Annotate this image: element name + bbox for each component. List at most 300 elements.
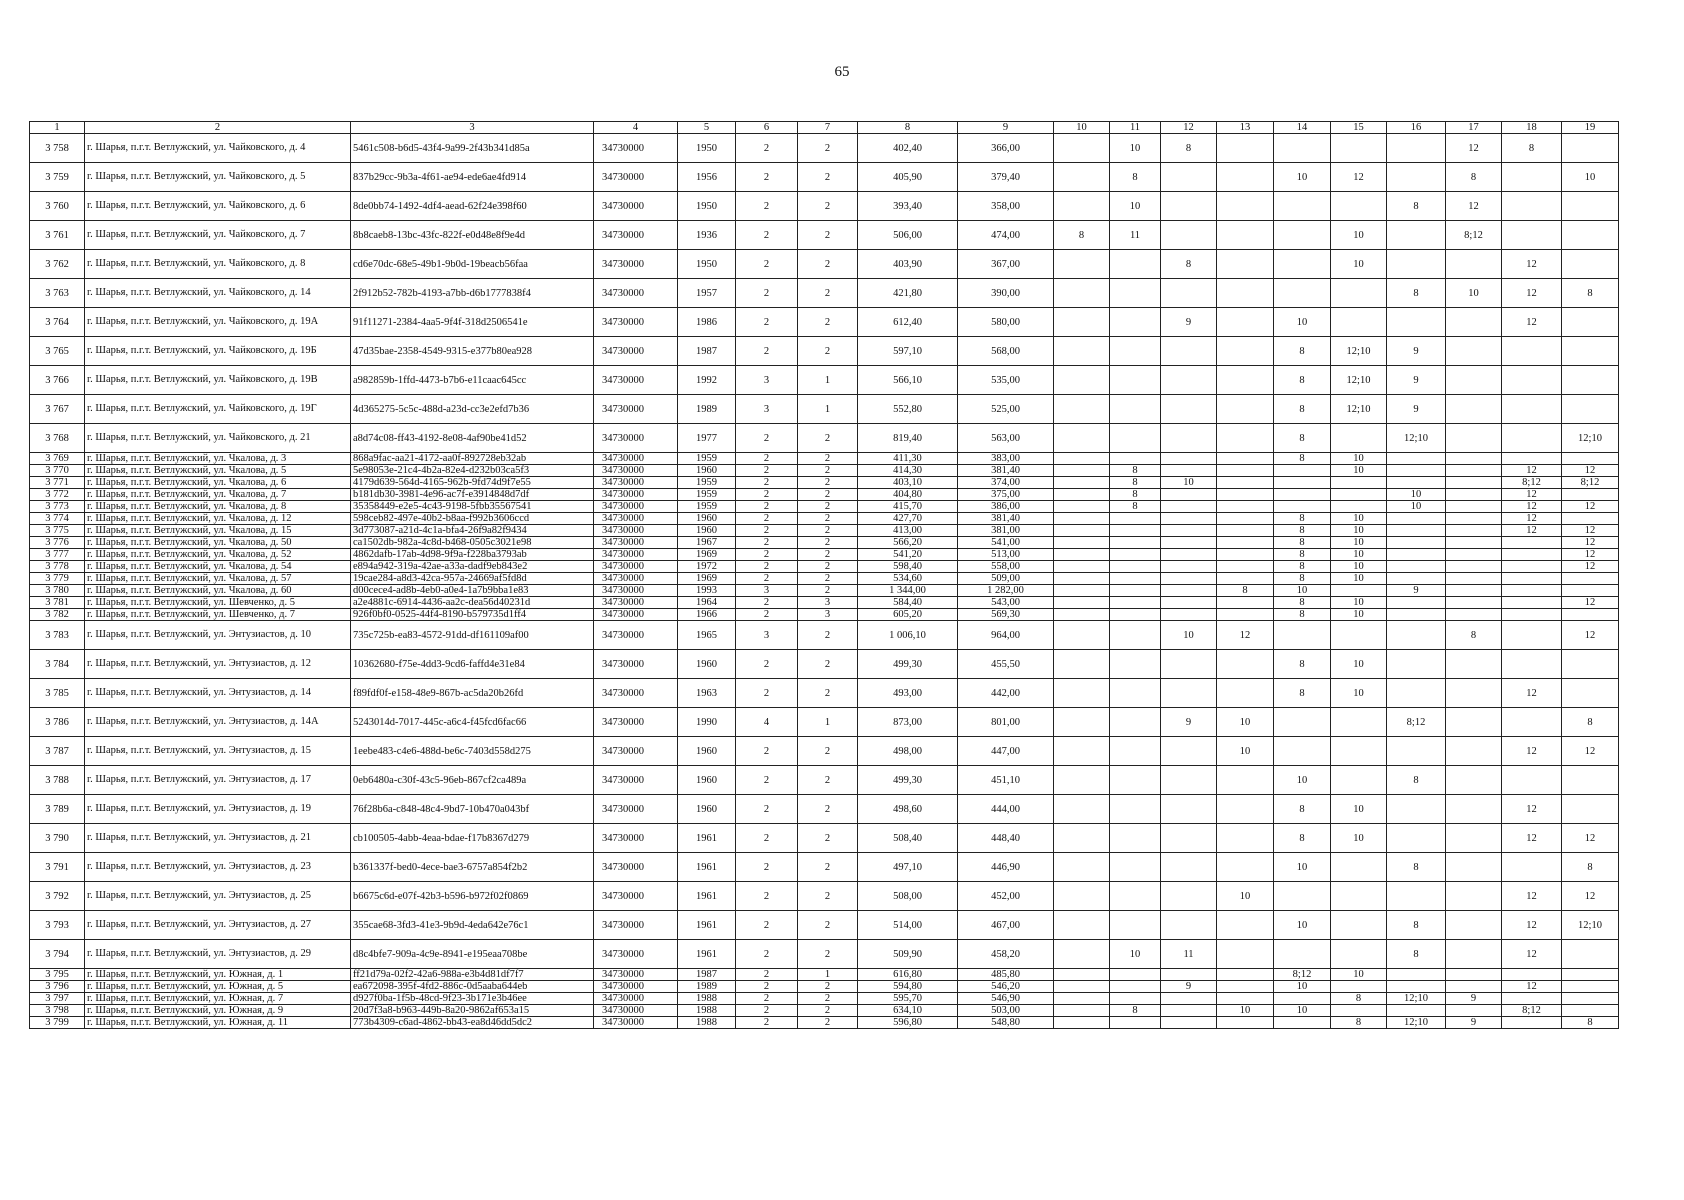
col-13-cell: [1217, 537, 1274, 549]
address-cell: г. Шарья, п.г.т. Ветлужский, ул. Энтузиастов, д. 25: [85, 882, 351, 911]
living-area-cell: 367,00: [958, 250, 1054, 279]
col-19-cell: [1562, 1005, 1619, 1017]
col-14-cell: 8: [1274, 573, 1331, 585]
col-14-cell: 8: [1274, 679, 1331, 708]
col-17-cell: 8: [1446, 621, 1502, 650]
address-cell: г. Шарья, п.г.т. Ветлужский, ул. Чайковского, д. 19А: [85, 308, 351, 337]
table-row: [30, 940, 1619, 969]
col-16-cell: 8: [1387, 192, 1446, 221]
address-cell: г. Шарья, п.г.т. Ветлужский, ул. Энтузиастов, д. 29: [85, 940, 351, 969]
col-14-cell: [1274, 1017, 1331, 1029]
floors-cell: 2: [736, 250, 798, 279]
table-row: [30, 911, 1619, 940]
row-number-cell: 3 760: [30, 192, 85, 221]
col-13-cell: 10: [1217, 708, 1274, 737]
floors-cell: 2: [736, 424, 798, 453]
living-area-cell: 525,00: [958, 395, 1054, 424]
col-15-cell: 10: [1331, 549, 1387, 561]
col-19-cell: [1562, 981, 1619, 993]
house-guid-cell: 5461c508-b6d5-43f4-9a99-2f43b341d85a: [351, 134, 594, 163]
column-header-14: 14: [1274, 122, 1331, 134]
oktmo-code-cell: 34730000: [594, 537, 678, 549]
col-13-cell: [1217, 1017, 1274, 1029]
col-19-cell: [1562, 192, 1619, 221]
table-row: [30, 766, 1619, 795]
address-cell: г. Шарья, п.г.т. Ветлужский, ул. Чкалова, д. 15: [85, 525, 351, 537]
col-16-cell: [1387, 969, 1446, 981]
col-10-cell: [1054, 395, 1110, 424]
col-14-cell: 8: [1274, 597, 1331, 609]
col-11-cell: [1110, 650, 1161, 679]
build-year-cell: 1972: [678, 561, 736, 573]
row-number-cell: 3 777: [30, 549, 85, 561]
col-15-cell: [1331, 911, 1387, 940]
col-19-cell: 12: [1562, 465, 1619, 477]
col-14-cell: 10: [1274, 766, 1331, 795]
col-14-cell: [1274, 882, 1331, 911]
row-number-cell: 3 783: [30, 621, 85, 650]
col-16-cell: 8: [1387, 911, 1446, 940]
living-area-cell: 444,00: [958, 795, 1054, 824]
col-12-cell: [1161, 537, 1217, 549]
col-13-cell: 10: [1217, 737, 1274, 766]
col-19-cell: [1562, 679, 1619, 708]
table-row: [30, 708, 1619, 737]
col-19-cell: [1562, 366, 1619, 395]
table-row: [30, 795, 1619, 824]
entrances-cell: 1: [798, 969, 858, 981]
floors-cell: 2: [736, 993, 798, 1005]
col-12-cell: [1161, 969, 1217, 981]
col-17-cell: 9: [1446, 1017, 1502, 1029]
oktmo-code-cell: 34730000: [594, 337, 678, 366]
col-13-cell: [1217, 477, 1274, 489]
col-17-cell: [1446, 981, 1502, 993]
entrances-cell: 2: [798, 453, 858, 465]
col-12-cell: [1161, 192, 1217, 221]
build-year-cell: 1950: [678, 192, 736, 221]
col-12-cell: [1161, 561, 1217, 573]
col-15-cell: [1331, 1005, 1387, 1017]
col-16-cell: [1387, 621, 1446, 650]
row-number-cell: 3 796: [30, 981, 85, 993]
living-area-cell: 485,80: [958, 969, 1054, 981]
row-number-cell: 3 790: [30, 824, 85, 853]
floors-cell: 2: [736, 163, 798, 192]
col-11-cell: [1110, 824, 1161, 853]
floors-cell: 2: [736, 221, 798, 250]
col-18-cell: [1502, 993, 1562, 1005]
floors-cell: 3: [736, 395, 798, 424]
house-guid-cell: cd6e70dc-68e5-49b1-9b0d-19beacb56faa: [351, 250, 594, 279]
col-12-cell: [1161, 679, 1217, 708]
floors-cell: 2: [736, 308, 798, 337]
table-row: [30, 163, 1619, 192]
floors-cell: 2: [736, 824, 798, 853]
col-12-cell: 8: [1161, 250, 1217, 279]
col-13-cell: [1217, 561, 1274, 573]
total-area-cell: 493,00: [858, 679, 958, 708]
row-number-cell: 3 784: [30, 650, 85, 679]
living-area-cell: 964,00: [958, 621, 1054, 650]
col-16-cell: [1387, 453, 1446, 465]
header-row: [30, 122, 1619, 134]
col-10-cell: [1054, 561, 1110, 573]
row-number-cell: 3 772: [30, 489, 85, 501]
col-11-cell: [1110, 766, 1161, 795]
table-row: [30, 489, 1619, 501]
col-15-cell: 10: [1331, 453, 1387, 465]
col-18-cell: [1502, 221, 1562, 250]
floors-cell: 2: [736, 537, 798, 549]
col-18-cell: 12: [1502, 489, 1562, 501]
house-guid-cell: 19cae284-a8d3-42ca-957a-24669af5fd8d: [351, 573, 594, 585]
col-17-cell: [1446, 853, 1502, 882]
col-12-cell: [1161, 911, 1217, 940]
oktmo-code-cell: 34730000: [594, 679, 678, 708]
entrances-cell: 2: [798, 679, 858, 708]
col-12-cell: [1161, 366, 1217, 395]
build-year-cell: 1961: [678, 824, 736, 853]
col-12-cell: [1161, 993, 1217, 1005]
col-17-cell: [1446, 537, 1502, 549]
col-10-cell: [1054, 766, 1110, 795]
table-row: [30, 1017, 1619, 1029]
col-19-cell: 12: [1562, 501, 1619, 513]
total-area-cell: 612,40: [858, 308, 958, 337]
col-10-cell: [1054, 573, 1110, 585]
col-18-cell: [1502, 561, 1562, 573]
oktmo-code-cell: 34730000: [594, 308, 678, 337]
col-15-cell: [1331, 766, 1387, 795]
house-guid-cell: 868a9fac-aa21-4172-aa0f-892728eb32ab: [351, 453, 594, 465]
entrances-cell: 2: [798, 489, 858, 501]
table-row: [30, 501, 1619, 513]
total-area-cell: 566,10: [858, 366, 958, 395]
col-13-cell: [1217, 766, 1274, 795]
col-11-cell: [1110, 366, 1161, 395]
col-11-cell: [1110, 708, 1161, 737]
col-18-cell: [1502, 1017, 1562, 1029]
col-17-cell: 12: [1446, 192, 1502, 221]
col-15-cell: [1331, 981, 1387, 993]
table-row: [30, 585, 1619, 597]
oktmo-code-cell: 34730000: [594, 513, 678, 525]
row-number-cell: 3 786: [30, 708, 85, 737]
col-10-cell: [1054, 501, 1110, 513]
entrances-cell: 2: [798, 308, 858, 337]
col-16-cell: 8: [1387, 279, 1446, 308]
total-area-cell: 413,00: [858, 525, 958, 537]
entrances-cell: 2: [798, 621, 858, 650]
address-cell: г. Шарья, п.г.т. Ветлужский, ул. Южная, д. 5: [85, 981, 351, 993]
col-17-cell: [1446, 1005, 1502, 1017]
col-15-cell: 10: [1331, 824, 1387, 853]
col-10-cell: [1054, 549, 1110, 561]
floors-cell: 2: [736, 981, 798, 993]
col-11-cell: [1110, 679, 1161, 708]
col-18-cell: 12: [1502, 513, 1562, 525]
col-11-cell: [1110, 513, 1161, 525]
col-13-cell: [1217, 134, 1274, 163]
col-13-cell: [1217, 395, 1274, 424]
col-19-cell: [1562, 513, 1619, 525]
col-19-cell: [1562, 650, 1619, 679]
living-area-cell: 535,00: [958, 366, 1054, 395]
col-16-cell: [1387, 981, 1446, 993]
col-18-cell: [1502, 969, 1562, 981]
col-16-cell: 9: [1387, 395, 1446, 424]
col-17-cell: [1446, 597, 1502, 609]
row-number-cell: 3 769: [30, 453, 85, 465]
col-12-cell: [1161, 501, 1217, 513]
col-19-cell: 10: [1562, 163, 1619, 192]
col-19-cell: 8: [1562, 1017, 1619, 1029]
row-number-cell: 3 794: [30, 940, 85, 969]
col-12-cell: 11: [1161, 940, 1217, 969]
col-14-cell: [1274, 134, 1331, 163]
build-year-cell: 1960: [678, 465, 736, 477]
col-15-cell: 10: [1331, 650, 1387, 679]
row-number-cell: 3 791: [30, 853, 85, 882]
table-row: [30, 679, 1619, 708]
col-15-cell: [1331, 882, 1387, 911]
col-17-cell: [1446, 525, 1502, 537]
house-guid-cell: 735c725b-ea83-4572-91dd-df161109af00: [351, 621, 594, 650]
col-10-cell: [1054, 453, 1110, 465]
build-year-cell: 1977: [678, 424, 736, 453]
build-year-cell: 1960: [678, 513, 736, 525]
total-area-cell: 597,10: [858, 337, 958, 366]
house-guid-cell: 35358449-e2e5-4c43-9198-5fbb35567541: [351, 501, 594, 513]
total-area-cell: 508,00: [858, 882, 958, 911]
build-year-cell: 1988: [678, 993, 736, 1005]
total-area-cell: 411,30: [858, 453, 958, 465]
col-10-cell: [1054, 337, 1110, 366]
entrances-cell: 2: [798, 795, 858, 824]
col-11-cell: 8: [1110, 489, 1161, 501]
col-11-cell: 10: [1110, 940, 1161, 969]
living-area-cell: 442,00: [958, 679, 1054, 708]
col-10-cell: [1054, 585, 1110, 597]
build-year-cell: 1956: [678, 163, 736, 192]
col-18-cell: [1502, 708, 1562, 737]
total-area-cell: 506,00: [858, 221, 958, 250]
table-row: [30, 993, 1619, 1005]
col-18-cell: [1502, 395, 1562, 424]
address-cell: г. Шарья, п.г.т. Ветлужский, ул. Чайковского, д. 19В: [85, 366, 351, 395]
col-16-cell: [1387, 795, 1446, 824]
oktmo-code-cell: 34730000: [594, 1005, 678, 1017]
entrances-cell: 3: [798, 597, 858, 609]
row-number-cell: 3 797: [30, 993, 85, 1005]
oktmo-code-cell: 34730000: [594, 981, 678, 993]
entrances-cell: 2: [798, 650, 858, 679]
oktmo-code-cell: 34730000: [594, 911, 678, 940]
entrances-cell: 2: [798, 501, 858, 513]
col-12-cell: [1161, 597, 1217, 609]
col-18-cell: 8: [1502, 134, 1562, 163]
total-area-cell: 427,70: [858, 513, 958, 525]
address-cell: г. Шарья, п.г.т. Ветлужский, ул. Чкалова, д. 50: [85, 537, 351, 549]
build-year-cell: 1988: [678, 1017, 736, 1029]
oktmo-code-cell: 34730000: [594, 969, 678, 981]
total-area-cell: 541,20: [858, 549, 958, 561]
col-14-cell: 8: [1274, 513, 1331, 525]
col-10-cell: [1054, 679, 1110, 708]
col-15-cell: 10: [1331, 795, 1387, 824]
col-15-cell: 10: [1331, 221, 1387, 250]
house-guid-cell: d00cece4-ad8b-4eb0-a0e4-1a7b9bba1e83: [351, 585, 594, 597]
table-row: [30, 134, 1619, 163]
col-11-cell: 10: [1110, 192, 1161, 221]
house-guid-cell: 47d35bae-2358-4549-9315-e377b80ea928: [351, 337, 594, 366]
col-12-cell: [1161, 221, 1217, 250]
col-10-cell: [1054, 163, 1110, 192]
col-13-cell: [1217, 163, 1274, 192]
floors-cell: 2: [736, 1005, 798, 1017]
living-area-cell: 381,00: [958, 525, 1054, 537]
col-16-cell: 9: [1387, 585, 1446, 597]
col-12-cell: [1161, 525, 1217, 537]
col-12-cell: [1161, 163, 1217, 192]
col-10-cell: [1054, 477, 1110, 489]
floors-cell: 3: [736, 366, 798, 395]
col-18-cell: [1502, 650, 1562, 679]
total-area-cell: 404,80: [858, 489, 958, 501]
col-19-cell: 12: [1562, 621, 1619, 650]
build-year-cell: 1961: [678, 940, 736, 969]
house-guid-cell: 2f912b52-782b-4193-a7bb-d6b1777838f4: [351, 279, 594, 308]
living-area-cell: 452,00: [958, 882, 1054, 911]
col-17-cell: [1446, 573, 1502, 585]
col-11-cell: [1110, 561, 1161, 573]
col-14-cell: 10: [1274, 163, 1331, 192]
entrances-cell: 2: [798, 911, 858, 940]
col-13-cell: [1217, 192, 1274, 221]
oktmo-code-cell: 34730000: [594, 192, 678, 221]
living-area-cell: 546,20: [958, 981, 1054, 993]
col-13-cell: [1217, 853, 1274, 882]
col-13-cell: [1217, 650, 1274, 679]
oktmo-code-cell: 34730000: [594, 134, 678, 163]
col-10-cell: [1054, 993, 1110, 1005]
col-16-cell: 9: [1387, 366, 1446, 395]
entrances-cell: 2: [798, 561, 858, 573]
col-18-cell: 12: [1502, 501, 1562, 513]
col-11-cell: [1110, 1017, 1161, 1029]
col-18-cell: [1502, 621, 1562, 650]
col-16-cell: [1387, 134, 1446, 163]
col-15-cell: 12;10: [1331, 366, 1387, 395]
col-15-cell: 10: [1331, 525, 1387, 537]
house-guid-cell: a982859b-1ffd-4473-b7b6-e11caac645cc: [351, 366, 594, 395]
oktmo-code-cell: 34730000: [594, 737, 678, 766]
col-16-cell: 8: [1387, 766, 1446, 795]
total-area-cell: 566,20: [858, 537, 958, 549]
floors-cell: 2: [736, 134, 798, 163]
column-header-11: 11: [1110, 122, 1161, 134]
col-16-cell: 8: [1387, 940, 1446, 969]
row-number-cell: 3 759: [30, 163, 85, 192]
col-16-cell: [1387, 513, 1446, 525]
col-14-cell: 10: [1274, 308, 1331, 337]
col-15-cell: 10: [1331, 969, 1387, 981]
col-13-cell: [1217, 940, 1274, 969]
table-row: [30, 192, 1619, 221]
col-15-cell: [1331, 708, 1387, 737]
col-14-cell: 8: [1274, 395, 1331, 424]
col-14-cell: 8: [1274, 424, 1331, 453]
col-12-cell: 9: [1161, 708, 1217, 737]
total-area-cell: 1 006,10: [858, 621, 958, 650]
house-guid-cell: 355cae68-3fd3-41e3-9b9d-4eda642e76c1: [351, 911, 594, 940]
col-16-cell: [1387, 477, 1446, 489]
col-16-cell: [1387, 597, 1446, 609]
address-cell: г. Шарья, п.г.т. Ветлужский, ул. Южная, д. 9: [85, 1005, 351, 1017]
col-15-cell: 10: [1331, 465, 1387, 477]
row-number-cell: 3 781: [30, 597, 85, 609]
living-area-cell: 375,00: [958, 489, 1054, 501]
build-year-cell: 1960: [678, 766, 736, 795]
living-area-cell: 390,00: [958, 279, 1054, 308]
col-12-cell: [1161, 1017, 1217, 1029]
col-14-cell: 10: [1274, 981, 1331, 993]
col-10-cell: [1054, 795, 1110, 824]
col-17-cell: [1446, 549, 1502, 561]
col-10-cell: [1054, 981, 1110, 993]
col-14-cell: 8;12: [1274, 969, 1331, 981]
entrances-cell: 2: [798, 192, 858, 221]
col-11-cell: [1110, 279, 1161, 308]
col-15-cell: [1331, 279, 1387, 308]
col-10-cell: [1054, 609, 1110, 621]
col-19-cell: 8: [1562, 708, 1619, 737]
address-cell: г. Шарья, п.г.т. Ветлужский, ул. Южная, д. 1: [85, 969, 351, 981]
entrances-cell: 2: [798, 337, 858, 366]
floors-cell: 2: [736, 573, 798, 585]
entrances-cell: 2: [798, 1017, 858, 1029]
col-11-cell: 10: [1110, 134, 1161, 163]
col-17-cell: [1446, 585, 1502, 597]
living-area-cell: 381,40: [958, 513, 1054, 525]
address-cell: г. Шарья, п.г.т. Ветлужский, ул. Чайковского, д. 14: [85, 279, 351, 308]
oktmo-code-cell: 34730000: [594, 477, 678, 489]
table-row: [30, 882, 1619, 911]
house-guid-cell: 0eb6480a-c30f-43c5-96eb-867cf2ca489a: [351, 766, 594, 795]
col-16-cell: [1387, 824, 1446, 853]
living-area-cell: 474,00: [958, 221, 1054, 250]
col-13-cell: [1217, 573, 1274, 585]
col-18-cell: 12: [1502, 737, 1562, 766]
house-guid-cell: 4179d639-564d-4165-962b-9fd74d9f7e55: [351, 477, 594, 489]
col-13-cell: [1217, 279, 1274, 308]
address-cell: г. Шарья, п.г.т. Ветлужский, ул. Энтузиастов, д. 14А: [85, 708, 351, 737]
column-header-8: 8: [858, 122, 958, 134]
row-number-cell: 3 785: [30, 679, 85, 708]
floors-cell: 2: [736, 477, 798, 489]
col-15-cell: 10: [1331, 609, 1387, 621]
col-11-cell: [1110, 795, 1161, 824]
build-year-cell: 1960: [678, 737, 736, 766]
col-10-cell: [1054, 192, 1110, 221]
col-19-cell: [1562, 395, 1619, 424]
row-number-cell: 3 775: [30, 525, 85, 537]
total-area-cell: 405,90: [858, 163, 958, 192]
col-11-cell: [1110, 537, 1161, 549]
col-17-cell: [1446, 940, 1502, 969]
col-19-cell: 12: [1562, 597, 1619, 609]
